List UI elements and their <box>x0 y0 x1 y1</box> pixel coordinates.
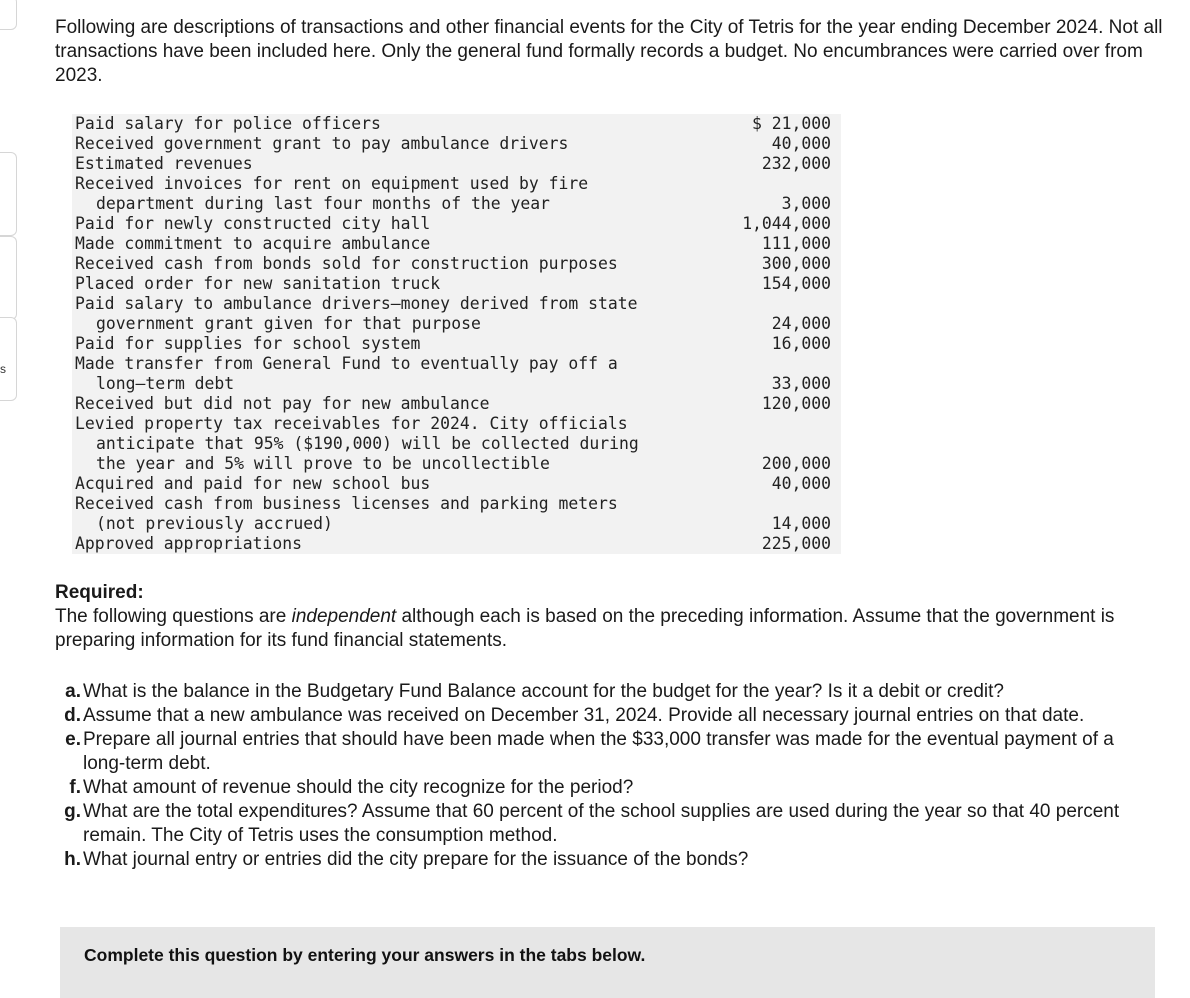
required-text <box>55 605 1165 653</box>
transaction-row <box>72 494 841 534</box>
transaction-row <box>72 414 841 474</box>
instruction-box <box>60 927 1155 998</box>
transaction-description <box>72 234 729 254</box>
transaction-row <box>72 294 841 334</box>
transaction-row <box>72 394 841 414</box>
transaction-description <box>72 534 729 554</box>
transaction-amount: 40,000 <box>729 134 841 154</box>
transaction-amount: 40,000 <box>729 474 841 494</box>
transaction-description-line: Received cash from business licenses and parking meters <box>75 494 618 513</box>
transaction-row <box>72 274 841 294</box>
question-item <box>58 704 1148 728</box>
transaction-description-line: (not previously accrued) <box>96 514 333 533</box>
transaction-description-line: Paid for newly constructed city hall <box>75 214 431 233</box>
transaction-description-line: the year and 5% will prove to be uncollectible <box>96 454 550 473</box>
transaction-amount: 154,000 <box>729 274 841 294</box>
transaction-description <box>72 174 729 214</box>
transaction-row <box>72 354 841 394</box>
transaction-description <box>72 354 729 394</box>
instruction-text: Complete this question by entering your answers in the tabs below. <box>84 945 646 965</box>
question-text: What are the total expenditures? Assume that 60 percent of the school supplies are used during the year so that 40 percent remain. The City of Tetris uses the consumption method. <box>83 801 1120 846</box>
transaction-row <box>72 174 841 214</box>
question-text: What is the balance in the Budgetary Fund Balance account for the budget for the year? Is it a debit or credit? <box>83 681 1004 702</box>
transaction-description <box>72 394 729 414</box>
transaction-description <box>72 474 729 494</box>
questions-list <box>58 680 1148 872</box>
transaction-description-line: Received cash from bonds sold for construction purposes <box>75 254 618 273</box>
transaction-amount: 14,000 <box>729 494 841 534</box>
question-letter: g. <box>64 801 81 822</box>
question-letter: d. <box>64 705 81 726</box>
transaction-row <box>72 134 841 154</box>
transaction-amount: 300,000 <box>729 254 841 274</box>
question-text: What journal entry or entries did the city prepare for the issuance of the bonds? <box>83 849 749 870</box>
transaction-amount: 16,000 <box>729 334 841 354</box>
question-letter: f. <box>69 777 81 798</box>
question-text: Prepare all journal entries that should have been made when the $33,000 transfer was made for the eventual payment of a long-term debt. <box>83 729 1114 774</box>
transaction-row <box>72 334 841 354</box>
transaction-description <box>72 274 729 294</box>
question-item <box>58 680 1148 704</box>
transaction-description-line: Made transfer from General Fund to eventually pay off a <box>75 354 618 373</box>
question-item <box>58 776 1148 800</box>
transaction-row <box>72 474 841 494</box>
transaction-amount: 33,000 <box>729 354 841 394</box>
transaction-description-line: long–term debt <box>96 374 235 393</box>
transaction-amount: 1,044,000 <box>729 214 841 234</box>
transaction-description-line: Levied property tax receivables for 2024. City officials <box>75 414 628 433</box>
transaction-description-line: anticipate that 95% ($190,000) will be collected during <box>96 434 639 453</box>
transaction-description-line: Paid salary to ambulance drivers—money derived from state <box>75 294 638 313</box>
transaction-description <box>72 494 729 534</box>
transaction-description-line: department during last four months of the year <box>96 194 550 213</box>
transaction-row <box>72 154 841 174</box>
transaction-description-line: Estimated revenues <box>75 154 253 173</box>
transaction-amount: $ 21,000 <box>729 114 841 134</box>
edge-tab-top <box>0 0 17 30</box>
transaction-amount: 111,000 <box>729 234 841 254</box>
question-item <box>58 848 1148 872</box>
transaction-description <box>72 294 729 334</box>
transaction-amount: 120,000 <box>729 394 841 414</box>
transaction-amount: 24,000 <box>729 294 841 334</box>
required-heading: Required: <box>55 582 144 603</box>
edge-glyph: s <box>0 362 6 376</box>
transaction-row <box>72 234 841 254</box>
transaction-description-line: Made commitment to acquire ambulance <box>75 234 431 253</box>
question-text: What amount of revenue should the city recognize for the period? <box>83 777 634 798</box>
required-text-start: The following questions are <box>55 606 292 627</box>
transaction-amount: 200,000 <box>729 414 841 474</box>
transaction-description-line: Paid salary for police officers <box>75 114 381 133</box>
edge-tab-2 <box>0 236 17 320</box>
edge-tab-1 <box>0 152 17 236</box>
transaction-description-line: Paid for supplies for school system <box>75 334 421 353</box>
question-item <box>58 800 1148 848</box>
transaction-row <box>72 114 841 134</box>
edge-tab-3 <box>0 317 17 401</box>
transaction-description <box>72 214 729 234</box>
transaction-description <box>72 114 729 134</box>
intro-paragraph: Following are descriptions of transactions and other financial events for the City of Tetris for the year ending December 2024. Not all transactions have been included here. Only the general fund formally records a budget. No encumbrances were carried over from 2023. <box>55 17 1163 86</box>
required-text-end: although each is based on the preceding information. Assume that the government is preparing information for its fund financial statements. <box>55 606 1115 651</box>
transaction-row <box>72 534 841 554</box>
transaction-description <box>72 414 729 474</box>
transaction-description-line: Received but did not pay for new ambulance <box>75 394 490 413</box>
transaction-description-line: Received government grant to pay ambulance drivers <box>75 134 569 153</box>
transaction-amount: 225,000 <box>729 534 841 554</box>
transaction-description <box>72 134 729 154</box>
question-letter: a. <box>65 681 81 702</box>
transaction-description <box>72 154 729 174</box>
question-item <box>58 728 1148 776</box>
transaction-row <box>72 254 841 274</box>
transaction-amount: 3,000 <box>729 174 841 214</box>
transactions-table <box>72 114 841 554</box>
transaction-description <box>72 254 729 274</box>
question-text: Assume that a new ambulance was received on December 31, 2024. Provide all necessary journal entries on that date. <box>83 705 1085 726</box>
transaction-description-line: government grant given for that purpose <box>96 314 481 333</box>
transaction-description-line: Received invoices for rent on equipment used by fire <box>75 174 589 193</box>
transaction-description-line: Approved appropriations <box>75 534 302 553</box>
transaction-description-line: Acquired and paid for new school bus <box>75 474 431 493</box>
transaction-description <box>72 334 729 354</box>
transaction-row <box>72 214 841 234</box>
transactions-body <box>72 114 841 554</box>
transaction-description-line: Placed order for new sanitation truck <box>75 274 441 293</box>
question-letter: e. <box>65 729 81 750</box>
question-letter: h. <box>64 849 81 870</box>
required-text-emphasis: independent <box>291 606 397 627</box>
transaction-amount: 232,000 <box>729 154 841 174</box>
